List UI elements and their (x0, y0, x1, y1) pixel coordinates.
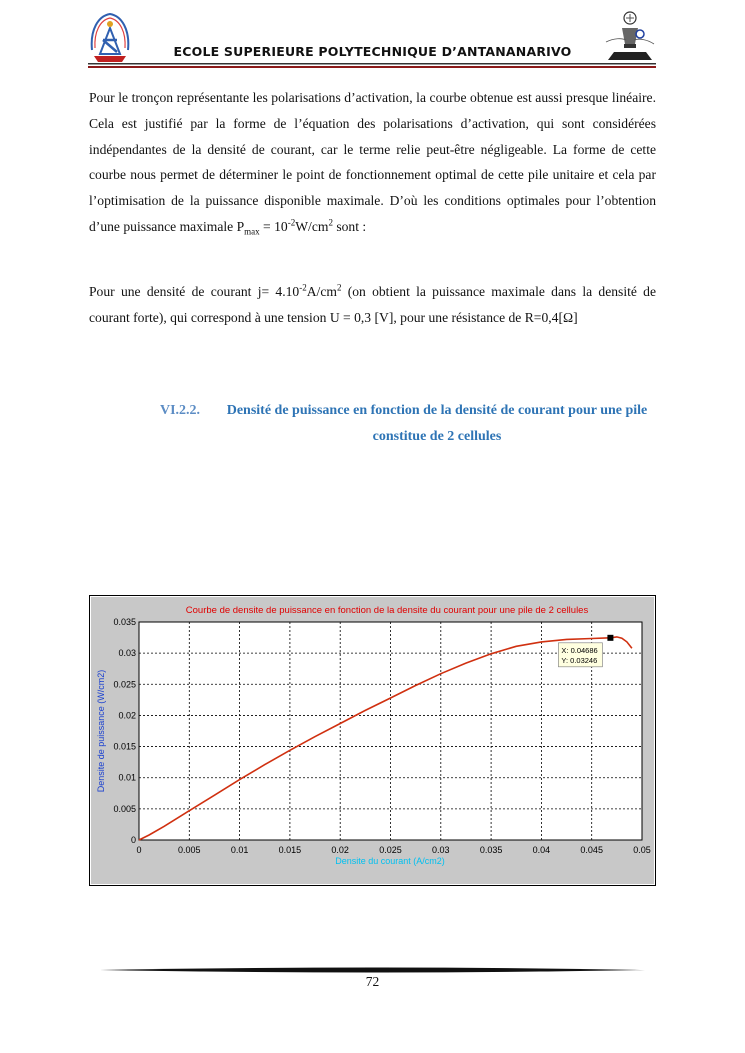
x-tick-label: 0.005 (178, 845, 201, 855)
x-tick-label: 0.045 (580, 845, 603, 855)
x-axis-label: Densite du courant (A/cm2) (335, 856, 445, 866)
y-tick-label: 0.025 (113, 679, 136, 690)
x-tick-label: 0 (136, 845, 142, 855)
header-rule (88, 63, 656, 69)
text-run: 2 (328, 217, 333, 228)
x-tick-label: 0.01 (230, 845, 249, 855)
x-tick-label: 0.035 (479, 845, 503, 855)
text-run: = 10 (259, 218, 288, 234)
text-run: A/cm (306, 284, 337, 299)
datatip-marker (607, 635, 613, 641)
page-header-title: ECOLE SUPERIEURE POLYTECHNIQUE D’ANTANANARIVO (173, 44, 572, 59)
section-heading (160, 398, 656, 450)
y-tick-label: 0.015 (113, 741, 136, 752)
x-tick-label: 0.03 (432, 845, 450, 855)
y-tick-label: 0.01 (118, 772, 136, 783)
x-tick-label: 0.025 (379, 845, 402, 855)
text-run: -2 (299, 282, 307, 293)
text-run: W/cm (295, 218, 329, 234)
chart-figure (89, 595, 656, 886)
power-density-chart (90, 596, 655, 885)
y-tick-label: 0.02 (118, 710, 136, 721)
text-run: sont : (332, 218, 367, 234)
y-tick-label: 0.005 (113, 803, 136, 814)
text-run: 2 (336, 282, 342, 293)
section-number: VI.2.2. (160, 403, 201, 418)
text-run: (on obtient la puissance maximale dans la densité de courant forte), qui correspond à une tension U = 0,3 [V], pour une résistance de R=0,4[Ω] (89, 284, 657, 325)
chart-title: Courbe de densite de puissance en fonction de la densite du courant pour une pile de 2 cellules (185, 605, 589, 616)
y-tick-label: 0.03 (118, 648, 136, 659)
x-tick-label: 0.05 (633, 845, 651, 855)
footer-rule (100, 966, 645, 974)
page-number: 72 (365, 974, 380, 989)
datatip-x-label: X: 0.04686 (561, 645, 598, 655)
x-tick-label: 0.02 (331, 845, 349, 855)
x-tick-label: 0.015 (278, 845, 302, 855)
datatip-y-label: Y: 0.03246 (561, 655, 598, 665)
x-tick-label: 0.04 (532, 845, 551, 855)
text-run: -2 (287, 217, 296, 228)
text-run: Pour une densité de courant j= 4.10 (89, 284, 300, 299)
section-title: Densité de puissance en fonction de la densité de courant pour une pile constitue de 2 cellules (226, 403, 648, 444)
text-run: Pour le tronçon représentante les polarisations d’activation, la courbe obtenue est aussi presque linéaire. Cela est justifié par la forme de l’équation des polarisations d’activation, qui sont considérées indépendantes de la densité de courant, car le terme relie peut-être négligeable. La forme de cette courbe nous permet de déterminer le point de fonctionnement optimal de cette pile unitaire et cela par l’optimisation de la puissance disponible maximale. D’où les conditions optimales pour l’obtention d’une puissance maximale P (89, 90, 656, 234)
text-run: max (244, 226, 260, 237)
y-tick-label: 0 (130, 835, 136, 845)
paragraph-1 (89, 85, 656, 240)
y-tick-label: 0.035 (113, 617, 136, 627)
paragraph-2 (89, 279, 656, 331)
y-axis-label: Densite de puissance (W/cm2) (96, 669, 106, 793)
